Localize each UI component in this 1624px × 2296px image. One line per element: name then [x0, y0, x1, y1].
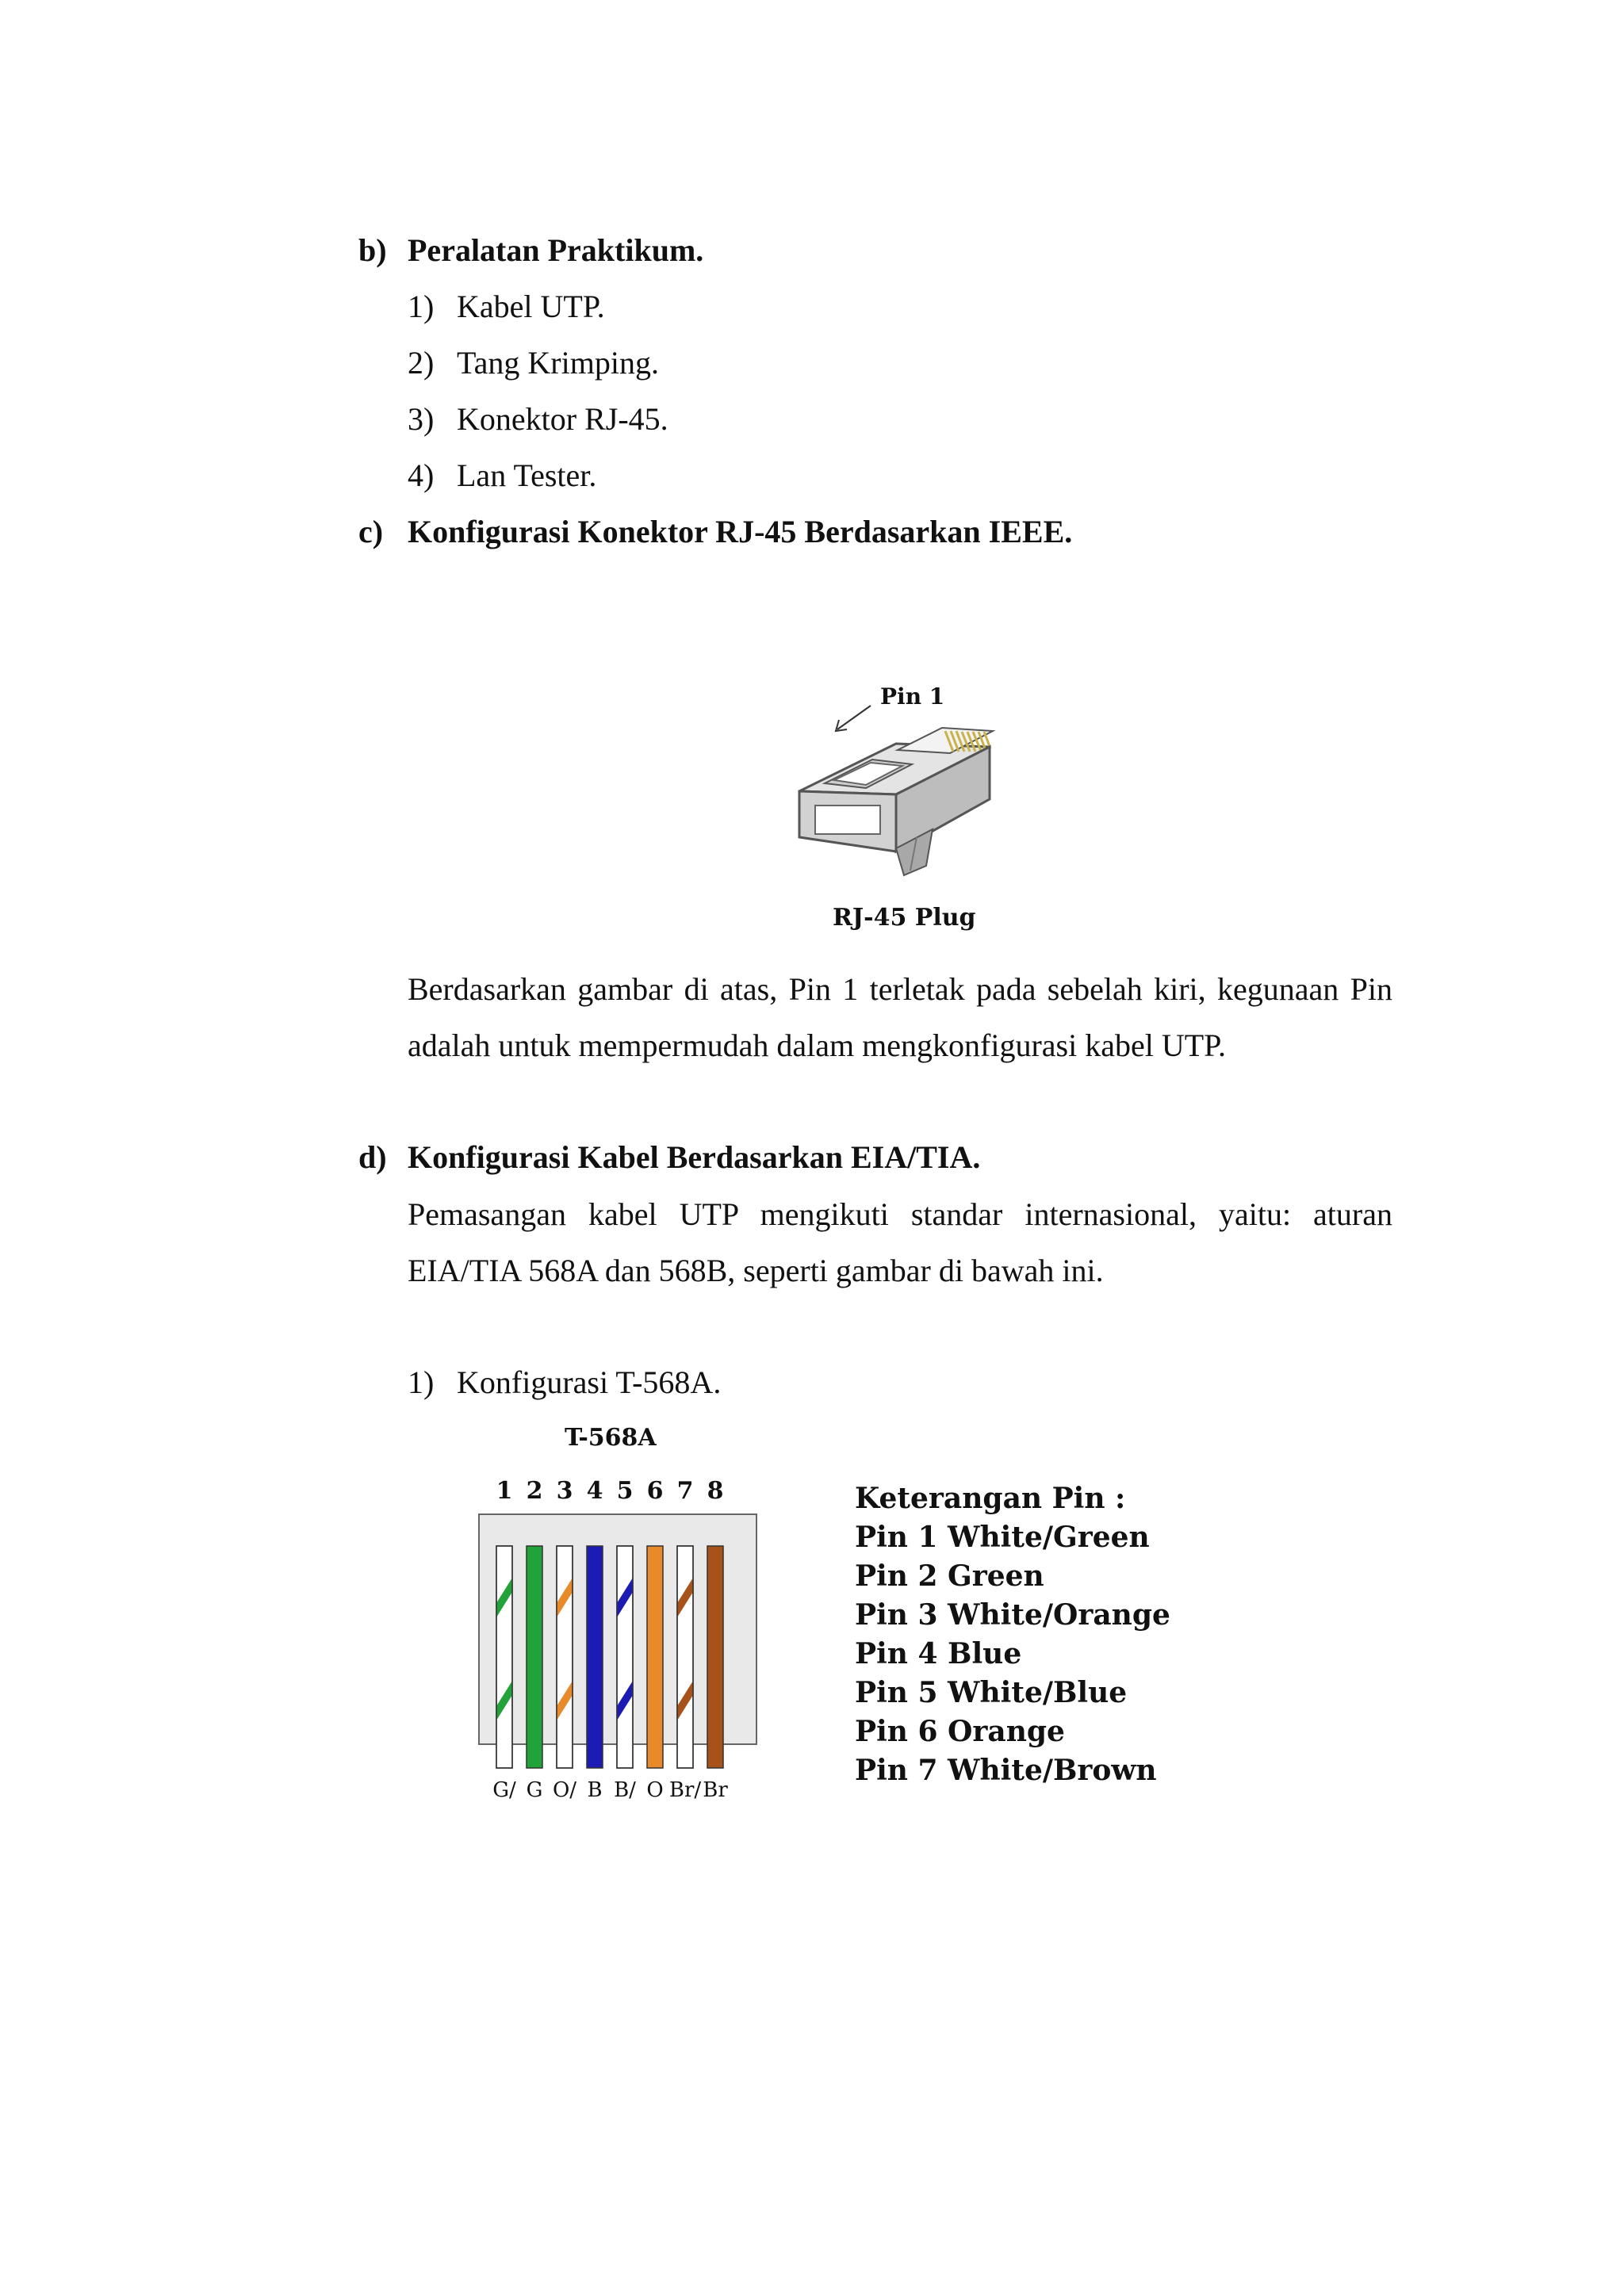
wire-2: [527, 1546, 542, 1768]
list-item-text: Lan Tester.: [457, 457, 597, 493]
legend-item: Pin 3 White/Orange: [855, 1598, 1170, 1632]
legend-item: Pin 2 Green: [855, 1559, 1044, 1593]
sub-item-text: Konfigurasi T-568A.: [457, 1364, 722, 1400]
section-d-paragraph: Pemasangan kabel UTP mengikuti standar internasional, yaitu: aturan EIA/TIA 568A dan 568B, seperti gambar di bawah ini.: [408, 1196, 1392, 1288]
wire-label: G/: [492, 1778, 516, 1802]
rj45-plug-figure: [777, 674, 1031, 943]
t568a-title: T-568A: [565, 1424, 657, 1452]
legend-item: Pin 4 Blue: [855, 1637, 1022, 1670]
wire-label: B/: [614, 1778, 636, 1802]
section-d-title: Konfigurasi Kabel Berdasarkan EIA/TIA.: [408, 1139, 981, 1175]
wire-label: B: [587, 1778, 603, 1802]
list-item-number: 3): [408, 401, 435, 437]
rj45-plug-caption: RJ-45 Plug: [833, 904, 976, 932]
pin-1-label: Pin 1: [880, 683, 945, 710]
list-item-number: 4): [408, 457, 435, 493]
pin-number: 6: [646, 1477, 664, 1505]
legend-item: Pin 1 White/Green: [855, 1521, 1150, 1554]
wire-5: [617, 1546, 633, 1768]
rj45-plug-illustration: [777, 674, 1031, 943]
wire-4: [587, 1546, 603, 1768]
list-item-text: Konektor RJ-45.: [457, 401, 668, 437]
list-item: [408, 344, 659, 381]
section-c-title: Konfigurasi Konektor RJ-45 Berdasarkan IEEE.: [408, 514, 1073, 549]
pin-legend: [855, 1479, 1299, 1790]
wire-label: Br/: [668, 1778, 702, 1802]
wiring-diagram: [468, 1419, 769, 1808]
legend-item: Pin 6 Orange: [855, 1715, 1065, 1748]
pin-number: 2: [526, 1477, 543, 1505]
pin-number: 5: [616, 1477, 634, 1505]
pin-legend-title: Keterangan Pin :: [855, 1482, 1126, 1515]
list-item: [408, 457, 597, 494]
list-item-number: 1): [408, 289, 435, 324]
wire-label: O/: [552, 1778, 577, 1802]
t568a-diagram: [468, 1419, 769, 1808]
pin-number: 1: [496, 1477, 513, 1505]
list-item-text: Kabel UTP.: [457, 289, 605, 324]
list-item: [408, 288, 605, 325]
section-b-title: Peralatan Praktikum.: [408, 232, 704, 268]
section-b-heading: [358, 232, 704, 269]
section-d-marker: d): [358, 1139, 387, 1175]
pin-number: 8: [707, 1477, 724, 1505]
list-item-text: Tang Krimping.: [457, 345, 659, 381]
list-item-number: 2): [408, 345, 435, 381]
sub-item-number: 1): [408, 1364, 435, 1400]
section-c-marker: c): [358, 514, 384, 549]
legend-item: Pin 5 White/Blue: [855, 1676, 1128, 1709]
wire-label: Br: [703, 1778, 728, 1802]
section-c-paragraph: Berdasarkan gambar di atas, Pin 1 terletak pada sebelah kiri, kegunaan Pin adalah untuk mempermudah dalam mengkonfigurasi kabel UTP.: [408, 971, 1392, 1063]
wire-7: [677, 1546, 693, 1768]
pin-number: 3: [556, 1477, 573, 1505]
pin-number: 7: [676, 1477, 694, 1505]
wire-1: [496, 1546, 512, 1768]
section-c-heading: [358, 513, 1073, 550]
wire-label: O: [646, 1778, 664, 1802]
pin-number: 4: [586, 1477, 603, 1505]
sub-item: [408, 1364, 722, 1401]
legend-item: Pin 7 White/Brown: [855, 1754, 1157, 1787]
list-item: [408, 400, 668, 438]
wire-8: [707, 1546, 723, 1768]
section-b-marker: b): [358, 232, 387, 268]
wire-label: G: [526, 1778, 543, 1802]
wire-3: [557, 1546, 573, 1768]
section-d-heading: [358, 1138, 981, 1176]
wire-6: [647, 1546, 663, 1768]
